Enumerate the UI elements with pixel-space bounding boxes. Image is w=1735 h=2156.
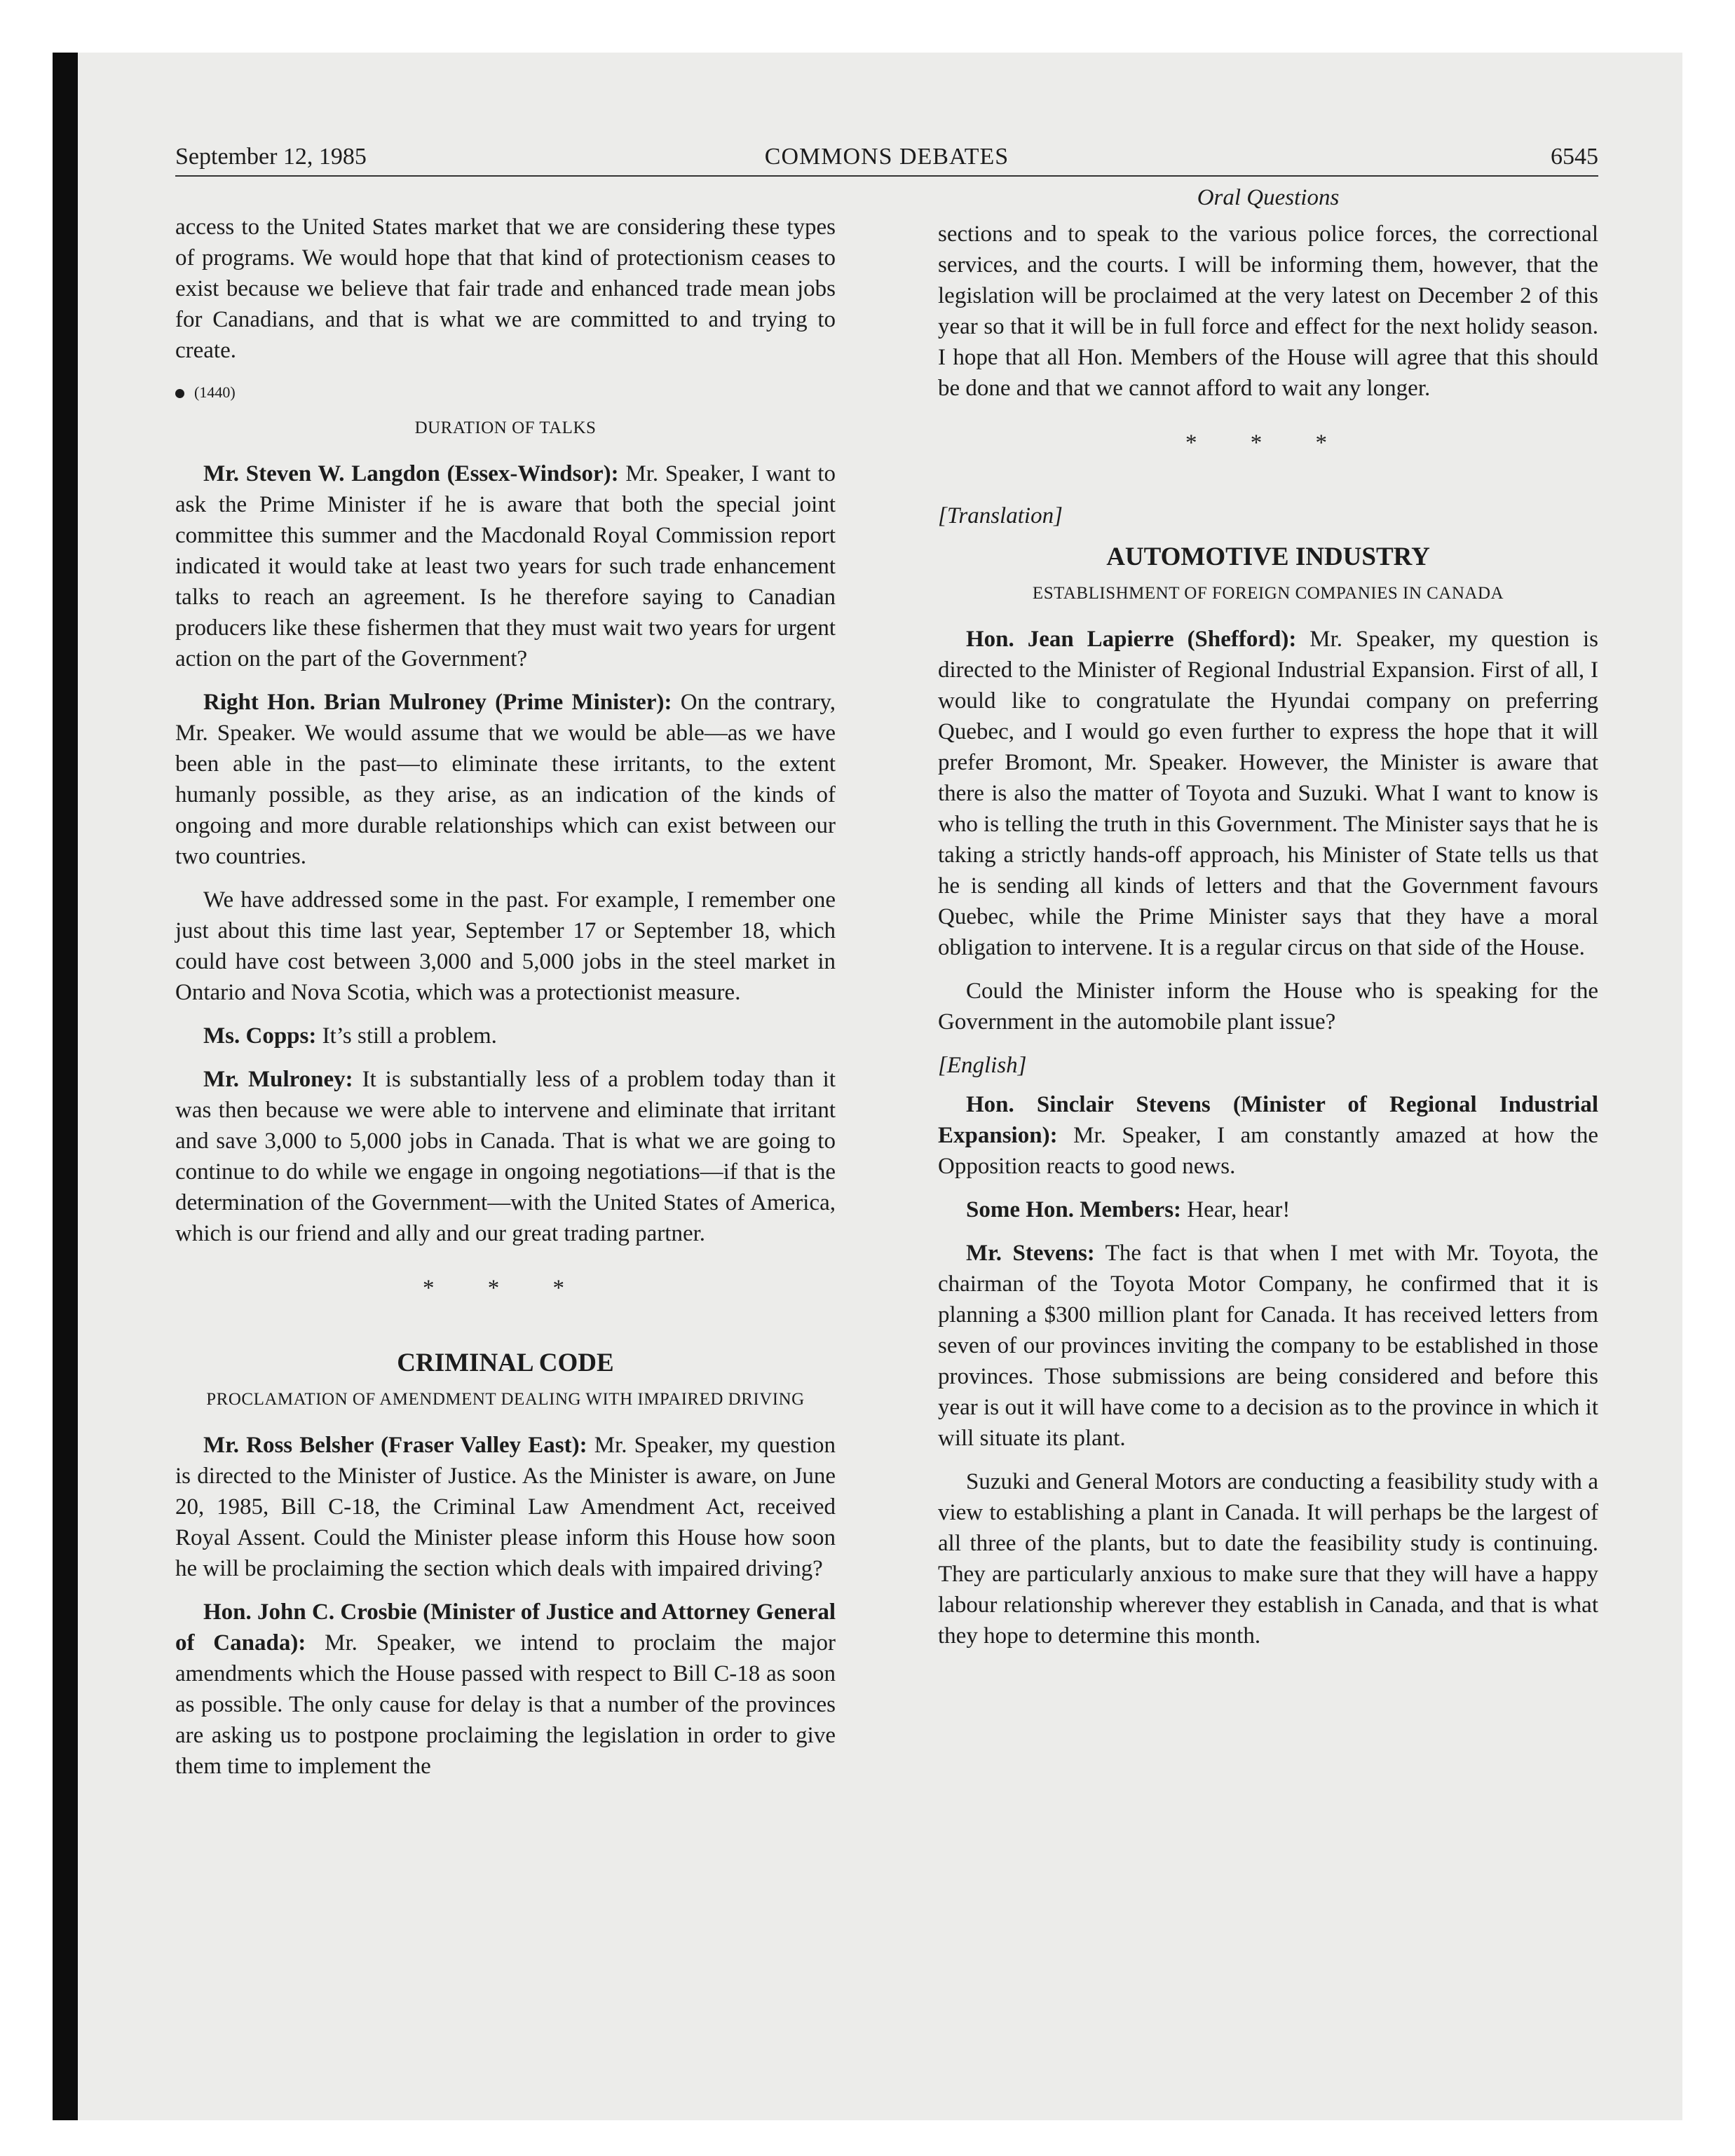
speaker-name: Mr. Stevens: xyxy=(966,1241,1095,1266)
speech-text: Mr. Speaker, I am constantly amazed at how the Opposition reacts to good news. xyxy=(938,1123,1598,1179)
speech-text: Mr. Speaker, we intend to proclaim the major amendments which the House passed with respect to Bill C-18 as soon as possible. The only cause for delay is that a number of the provinces are asking us to postpone proclaiming the legislation in order to give them time to implement the xyxy=(175,1630,836,1779)
speech-text: The fact is that when I met with Mr. Toyota, the chairman of the Toyota Motor Company, he confirmed that it is planning a $300 million plant for Canada. It has received letters from seven of our provinces inviting the company to be established in those provinces. Those submissions are being considered and before this year is out it will have come to a decision as to the province in which it will situate its plant. xyxy=(938,1241,1598,1451)
speaker-name: Hon. Sinclair Stevens (Minister of Regional Industrial Expansion): xyxy=(938,1092,1598,1148)
paragraph: We have addressed some in the past. For example, I remember one just about this time last year, September 17 or September 18, which could have cost between 3,000 and 5,000 jobs in the steel market in Ontario and Nova Scotia, which was a protectionist measure. xyxy=(175,887,836,1005)
header-page-number: 6545 xyxy=(1551,144,1598,170)
subheading: ESTABLISHMENT OF FOREIGN COMPANIES IN CANADA xyxy=(1032,584,1504,603)
right-column xyxy=(938,182,1598,1664)
speaker-name: Hon. Jean Lapierre (Shefford): xyxy=(966,627,1297,652)
header-rule xyxy=(175,175,1598,177)
section-separator: * * * xyxy=(1185,430,1351,456)
binding-edge xyxy=(53,53,78,2120)
subheading: PROCLAMATION OF AMENDMENT DEALING WITH IMPAIRED DRIVING xyxy=(206,1390,805,1409)
speech-text: It’s still a problem. xyxy=(316,1023,497,1049)
speech-text: Mr. Speaker, my question is directed to the Minister of Regional Industrial Expansion. First of all, I would like to congratulate the Hyundai company on preferring Quebec, and I would go even further to express the hope that it will prefer Bromont, Mr. Speaker. However, the Minister is aware that there is also the matter of Toyota and Suzuki. What I want to know is who is telling the truth in this Government. The Minister says that he is taking a strictly hands-off approach, his Minister of State tells us that he is sending all kinds of letters and that the Government favours Quebec, while the Prime Minister says that they have a moral obligation to intervene. It is a regular circus on that side of the House. xyxy=(938,627,1598,960)
paragraph xyxy=(175,1021,836,1051)
paragraph xyxy=(175,1064,836,1249)
paragraph xyxy=(175,1430,836,1584)
language-note: [Translation] xyxy=(938,503,1063,528)
section-heading: CRIMINAL CODE xyxy=(397,1349,614,1377)
section-separator: * * * xyxy=(423,1276,588,1301)
speaker-name: Some Hon. Members: xyxy=(966,1197,1182,1222)
paragraph xyxy=(938,1238,1598,1454)
time-marker xyxy=(175,381,836,404)
speech-text: Hear, hear! xyxy=(1181,1197,1291,1222)
speech-text: Mr. Speaker, my question is directed to the Minister of Justice. As the Minister is aware, on June 20, 1985, Bill C-18, the Criminal Law Amendment Act, received Royal Assent. Could the Minister please inform this House how soon he will be proclaiming the section which deals with impaired driving? xyxy=(175,1433,836,1581)
paragraph: sections and to speak to the various police forces, the correctional services, and the courts. I will be informing them, however, that the legislation will be proclaimed at the very latest on December 2 of this year so that it will be in full force and effect for the next holidy season. I hope that all Hon. Members of the House will agree that this should be done and that we cannot afford to wait any longer. xyxy=(938,221,1598,401)
paragraph: access to the United States market that we are considering these types of programs. We would hope that that kind of protectionism ceases to exist because we believe that fair trade and enhanced trade mean jobs for Canadians, and that is what we are committed to and trying to create. xyxy=(175,214,836,363)
speaker-name: Mr. Steven W. Langdon (Essex-Windsor): xyxy=(203,461,619,486)
paragraph xyxy=(175,458,836,674)
paragraph: Could the Minister inform the House who is speaking for the Government in the automobile plant issue? xyxy=(938,978,1598,1035)
paragraph xyxy=(938,1089,1598,1182)
paragraph xyxy=(938,624,1598,963)
speaker-name: Hon. John C. Crosbie (Minister of Justice and Attorney General of Canada): xyxy=(175,1599,836,1656)
header-date: September 12, 1985 xyxy=(175,144,367,170)
page-header xyxy=(175,140,1598,177)
speaker-name: Mr. Mulroney: xyxy=(203,1067,353,1092)
paragraph: Suzuki and General Motors are conducting a feasibility study with a view to establishing a plant in Canada. It will perhaps be the largest of all three of the plants, but to date the feasibility study is continuing. They are particularly anxious to make sure that they will have a happy labour relationship wherever they establish in Canada, and that is what they hope to determine this month. xyxy=(938,1469,1598,1649)
speech-text: On the contrary, Mr. Speaker. We would assume that we would be able—as we have been able in the past—to eliminate these irritants, to the extent humanly possible, as they arise, as an indication of the kinds of ongoing and more durable relationships which can exist between our two countries. xyxy=(175,690,836,869)
speaker-name: Right Hon. Brian Mulroney (Prime Minister): xyxy=(203,690,672,715)
hansard-page xyxy=(175,140,1598,2089)
section-heading: AUTOMOTIVE INDUSTRY xyxy=(1106,543,1430,571)
speaker-name: Ms. Copps: xyxy=(203,1023,317,1049)
header-title: COMMONS DEBATES xyxy=(764,144,1009,170)
speech-text: Mr. Speaker, I want to ask the Prime Minister if he is aware that both the special joint committee this summer and the Macdonald Royal Commission report indicated it would take at least two years for such trade enhancement talks to reach an agreement. Is he therefore saying to Canadian producers like these fishermen that they must wait two years for urgent action on the part of the Government? xyxy=(175,461,836,671)
left-column xyxy=(175,182,836,1794)
speaker-name: Mr. Ross Belsher (Fraser Valley East): xyxy=(203,1433,587,1458)
time-stamp: (1440) xyxy=(194,383,236,401)
paragraph xyxy=(175,1597,836,1782)
subheading: DURATION OF TALKS xyxy=(414,418,597,437)
paragraph xyxy=(175,687,836,872)
running-head: Oral Questions xyxy=(1197,185,1340,210)
bullet-icon xyxy=(175,389,184,398)
speech-text: It is substantially less of a problem today than it was then because we were able to intervene and eliminate that irritant and save 3,000 to 5,000 jobs in Canada. That is what we are going to continue to do while we engage in ongoing negotiations—if that is the determination of the Government—with the United States of America, which is our friend and ally and our great trading partner. xyxy=(175,1067,836,1246)
language-note: [English] xyxy=(938,1053,1027,1078)
paragraph xyxy=(938,1194,1598,1225)
